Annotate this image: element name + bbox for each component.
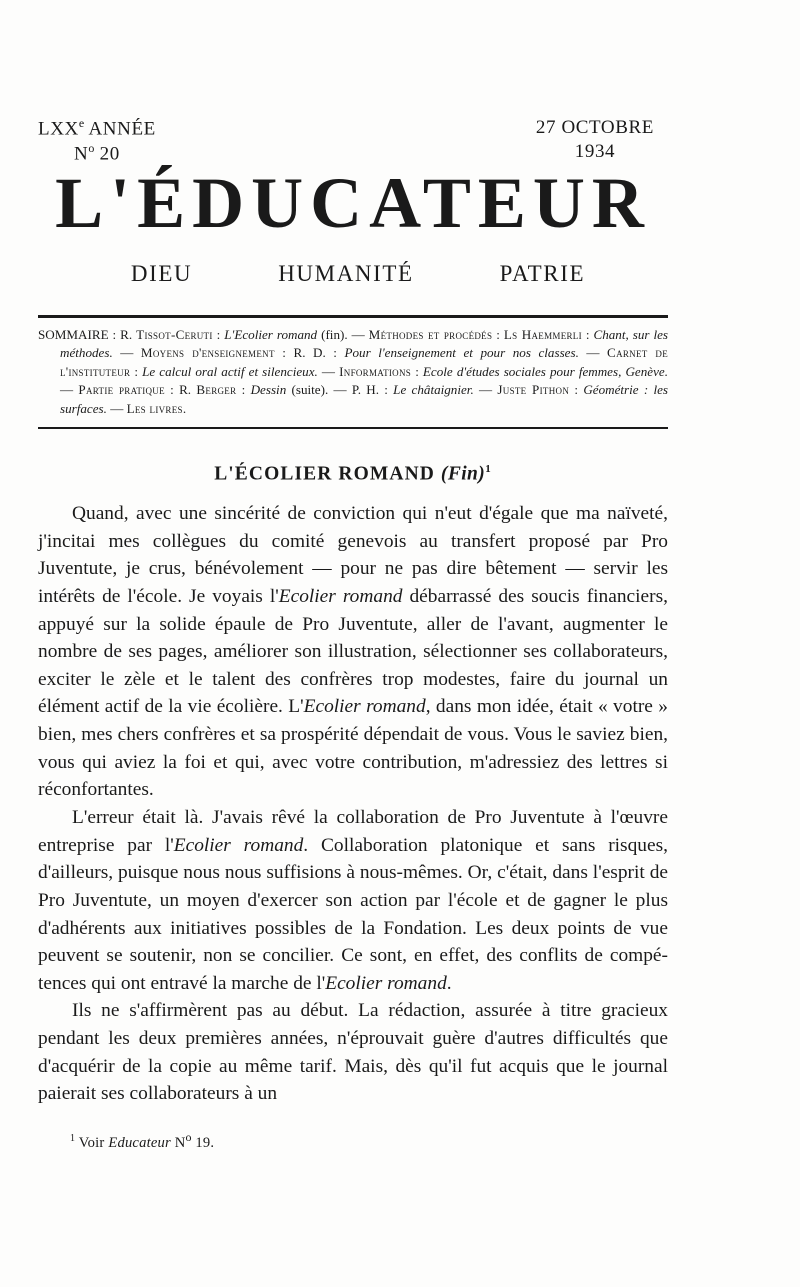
article-paragraph: L'erreur était là. J'avais rêvé la collaboration de Pro Juventute à l'œuvre entreprise par l'Ecolier romand. Collaboration platonique et sans risques, d'ailleurs, puisque nous nous suffisions à nous-mêmes. Or, c'était, dans l'esprit de Pro Juventute, un moyen d'exercer son action par l'école et de gagner le plus d'adhérents aux initiatives possibles de la Fondation. Les deux points de vue peuvent se soutenir, non se concilier. Ce sont, en effet, des conflits de compétences qui ont entravé la marche de l'Ecolier romand. xyxy=(38,806,668,994)
sommaire-section: Partie pratique xyxy=(78,382,165,398)
year-ordinal-suffix: e xyxy=(78,116,85,130)
sommaire-section: Les livres. xyxy=(126,400,187,416)
publication-date: 27 OCTOBRE xyxy=(535,117,654,138)
year-label: ANNÉE xyxy=(84,118,156,140)
footnote-suffix: 19. xyxy=(191,1134,215,1151)
publication-year: 1934 xyxy=(574,140,616,162)
year-line xyxy=(38,116,156,141)
sommaire-work: Le châtaignier. xyxy=(393,382,474,398)
footnote-italic-part: Educateur xyxy=(108,1134,171,1151)
issue-line xyxy=(38,141,156,166)
divider-below-sommaire xyxy=(38,427,668,429)
footnote-prefix: Voir xyxy=(78,1134,109,1151)
issue-ordinal-mark: o xyxy=(88,141,95,156)
work-title-mention: Ecolier romand xyxy=(303,696,426,718)
masthead xyxy=(38,0,668,165)
article-body xyxy=(38,500,668,1108)
footnote xyxy=(38,1130,668,1152)
article-paragraph: Quand, avec une sincérité de conviction qui n'eut d'égale que ma naïveté, j'incitai mes collègues du comité genevois au transfert proposé par Pro Juventute, je crus, bénévolement — pour ne pas dire bêtement — servir les intérêts de l'école. Je voyais l'Ecolier romand débarrassé des soucis financiers, appuyé sur la solide épaule de Pro Juventute, aller de l'avant, augmenter le nombre de ses pages, améliorer son illustration, sélectionner ses collaborateurs, exciter le zèle et le talent des confrères trop modestes, faire du journal un élément actif de la vie écolière. L'Ecolier romand, dans mon idée, était « votre » bien, mes chers confrères et sa prospérité dépendait de vous. Vous le saviez bien, vous qui aviez la foi et qui, avec votre contribution, m'adressiez des lettres si réconfortantes. xyxy=(38,502,668,801)
journal-motto xyxy=(38,261,668,287)
sommaire-section: Moyens d'enseignement xyxy=(140,345,275,361)
year-prefix: LXX xyxy=(38,118,79,140)
footnote-issue-prefix: N xyxy=(174,1134,186,1151)
sommaire-label: SOMMAIRE xyxy=(38,326,109,342)
journal-title: L'ÉDUCATEUR xyxy=(55,163,651,243)
issue-prefix: N xyxy=(73,143,89,165)
motto-word-patrie: PATRIE xyxy=(499,260,586,286)
article-footnote-marker: 1 xyxy=(485,463,492,476)
masthead-left-block xyxy=(38,116,156,167)
sommaire-section: Informations xyxy=(339,363,412,379)
sommaire-work: Pour l'enseignement et pour nos classes. xyxy=(344,345,579,361)
footnote-ordinal-mark: o xyxy=(185,1130,192,1145)
sommaire-section: Carnet de l'instituteur xyxy=(60,345,669,379)
article-title xyxy=(38,463,668,486)
sommaire-text: SOMMAIRE : R. Tissot-Ceruti : L'Ecolier romand (fin). — Méthodes et procédés : Ls Haemmerli : Chant, sur les méthodes. — Moyens d'enseignement : R. D. : Pour l'enseignement et pour nos classes. — Carnet de l'instituteur : Le calcul oral actif et silencieux. — Informations : Ecole d'études sociales pour femmes, Genève. — Partie pratique : R. Berger : Dessin (suite). — P. H. : Le châtaignier. — Juste Pithon : Géométrie : les surfaces. — Les livres. xyxy=(38,326,669,416)
work-title-mention: Ecolier romand xyxy=(278,585,403,607)
article-paragraph: Ils ne s'affirmèrent pas au début. La rédaction, assurée à titre gracieux pendant les deux premières années, n'éprouvait guère d'autres difficultés que d'acquérir de la copie au même tarif. Mais, dès qu'il fut acquis que le journal paierait ses collaborateurs à un xyxy=(38,1000,668,1105)
sommaire-work: Chant, sur les méthodes. xyxy=(60,326,668,361)
sommaire-work: Dessin xyxy=(250,382,287,398)
sommaire-author: Tissot-Ceruti xyxy=(136,326,213,342)
sommaire-author: Ls Haemmerli xyxy=(503,326,582,342)
sommaire-work: L'Ecolier romand xyxy=(224,326,318,342)
page-content-column xyxy=(38,0,668,1152)
masthead-right-block xyxy=(536,116,654,164)
sommaire-work: Le calcul oral actif et silencieux. xyxy=(142,363,318,379)
article-title-text: L'ÉCOLIER ROMAND xyxy=(214,463,435,485)
article-title-suffix: (Fin) xyxy=(440,463,486,485)
work-title-mention: Ecolier romand xyxy=(325,972,447,994)
work-title-mention: Ecolier romand xyxy=(173,834,304,856)
sommaire-block xyxy=(38,326,668,419)
sommaire-author: Berger xyxy=(196,382,237,398)
footnote-area xyxy=(38,1130,668,1152)
sommaire-work: Ecole d'études sociales pour femmes, Genève. xyxy=(422,363,668,379)
sommaire-work: Géométrie : les surfaces. xyxy=(60,382,669,416)
motto-word-dieu: DIEU xyxy=(130,260,193,286)
divider-above-sommaire xyxy=(38,315,668,318)
footnote-marker: 1 xyxy=(70,1133,76,1145)
sommaire-section: Méthodes et procédés xyxy=(368,326,493,342)
sommaire-author: Juste Pithon xyxy=(497,382,570,398)
motto-word-humanite: HUMANITÉ xyxy=(278,260,414,286)
issue-number: 20 xyxy=(94,143,120,165)
